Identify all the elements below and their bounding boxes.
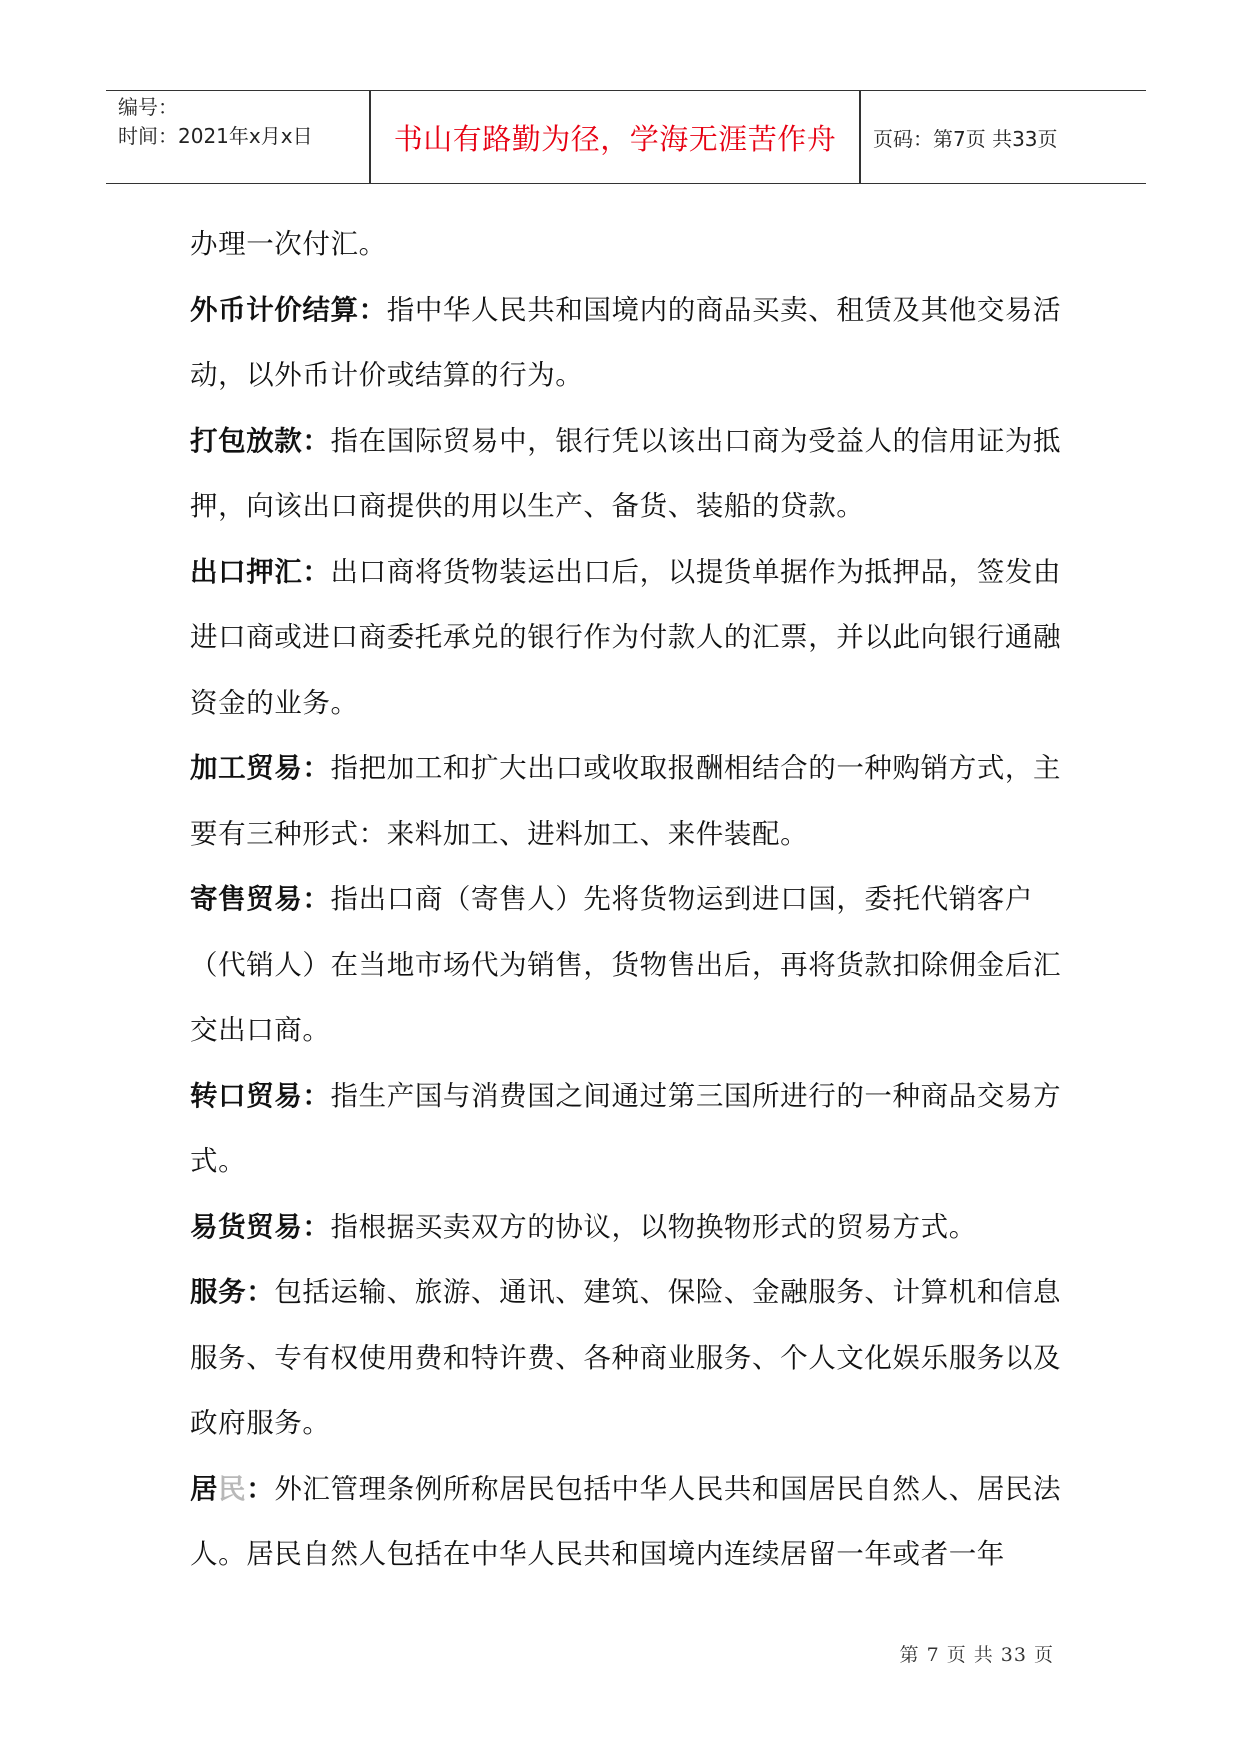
entry-colon: ：: [302, 883, 331, 915]
glossary-entry: [190, 409, 1070, 540]
header-motto: 书山有路勤为径，学海无涯苦作舟: [393, 121, 837, 156]
glossary-entry: [190, 867, 1070, 1064]
entry-text: 指中华人民共和国境内的商品买卖、租赁及其他交易活动，以外币计价或结算的行为。: [190, 293, 1062, 391]
entry-term-faded: 民: [218, 1472, 247, 1505]
entry-colon: ：: [246, 1472, 275, 1505]
glossary-entry: [190, 1064, 1070, 1195]
continuation-paragraph: 办理一次付汇。: [190, 228, 387, 260]
entry-term: 易货贸易: [190, 1210, 303, 1243]
entry-colon: ：: [302, 752, 331, 784]
entry-text: 指生产国与消费国之间通过第三国所进行的一种商品交易方式。: [190, 1079, 1062, 1177]
page-header: [106, 90, 1146, 184]
entry-term: 外币计价结算: [190, 293, 359, 326]
header-divider: [859, 91, 861, 183]
glossary-entry: [190, 1195, 1070, 1261]
entry-colon: ：: [302, 555, 331, 588]
serial-number-label: 编号：: [118, 95, 178, 119]
header-page-code: 页码：第7页 共33页: [873, 126, 1058, 151]
entry-text: 指把加工和扩大出口或收取报酬相结合的一种购销方式，主要有三种形式：来料加工、进料加工、来件装配。: [190, 752, 1062, 850]
entry-colon: ：: [358, 293, 387, 326]
glossary-entry-resident: [190, 1457, 1070, 1588]
entry-term-main: 居: [190, 1472, 219, 1505]
time-label: 时间：2021年x月x日: [118, 124, 313, 148]
glossary-entry: [190, 1260, 1070, 1457]
header-meta: [118, 93, 368, 151]
entry-text: 指根据买卖双方的协议，以物换物形式的贸易方式。: [330, 1210, 977, 1243]
entry-colon: ：: [246, 1276, 275, 1308]
entry-term: 服务: [190, 1276, 247, 1308]
entry-colon: ：: [302, 1079, 331, 1112]
glossary-entry: [190, 736, 1070, 867]
glossary-entry: [190, 540, 1070, 737]
entry-text: 包括运输、旅游、通讯、建筑、保险、金融服务、计算机和信息服务、专有权使用费和特许费、各种商业服务、个人文化娱乐服务以及政府服务。: [190, 1276, 1062, 1439]
entry-term: [190, 1473, 274, 1505]
entry-colon: ：: [302, 1210, 331, 1243]
entry-text: 指出口商（寄售人）先将货物运到进口国，委托代销客户（代销人）在当地市场代为销售，货物售出后，再将货款扣除佣金后汇交出口商。: [190, 883, 1062, 1046]
entry-term: 加工贸易: [190, 752, 303, 784]
document-body: [190, 212, 1070, 1588]
entry-term: 出口押汇: [190, 555, 303, 588]
entry-term: 打包放款: [190, 424, 303, 457]
entry-text: 外汇管理条例所称居民包括中华人民共和国居民自然人、居民法人。居民自然人包括在中华人民共和国境内连续居留一年或者一年: [190, 1472, 1062, 1570]
glossary-entries: [190, 278, 1070, 1457]
entry-text: 出口商将货物装运出口后，以提货单据作为抵押品，签发由进口商或进口商委托承兑的银行作为付款人的汇票，并以此向银行通融资金的业务。: [190, 555, 1062, 719]
entry-term: 转口贸易: [190, 1079, 303, 1112]
entry-text: 指在国际贸易中，银行凭以该出口商为受益人的信用证为抵押，向该出口商提供的用以生产、备货、装船的贷款。: [190, 424, 1062, 522]
glossary-entry: [190, 278, 1070, 409]
page-footer: 第 7 页 共 33 页: [899, 1644, 1054, 1666]
entry-term: 寄售贸易: [190, 883, 303, 915]
entry-colon: ：: [302, 424, 331, 457]
